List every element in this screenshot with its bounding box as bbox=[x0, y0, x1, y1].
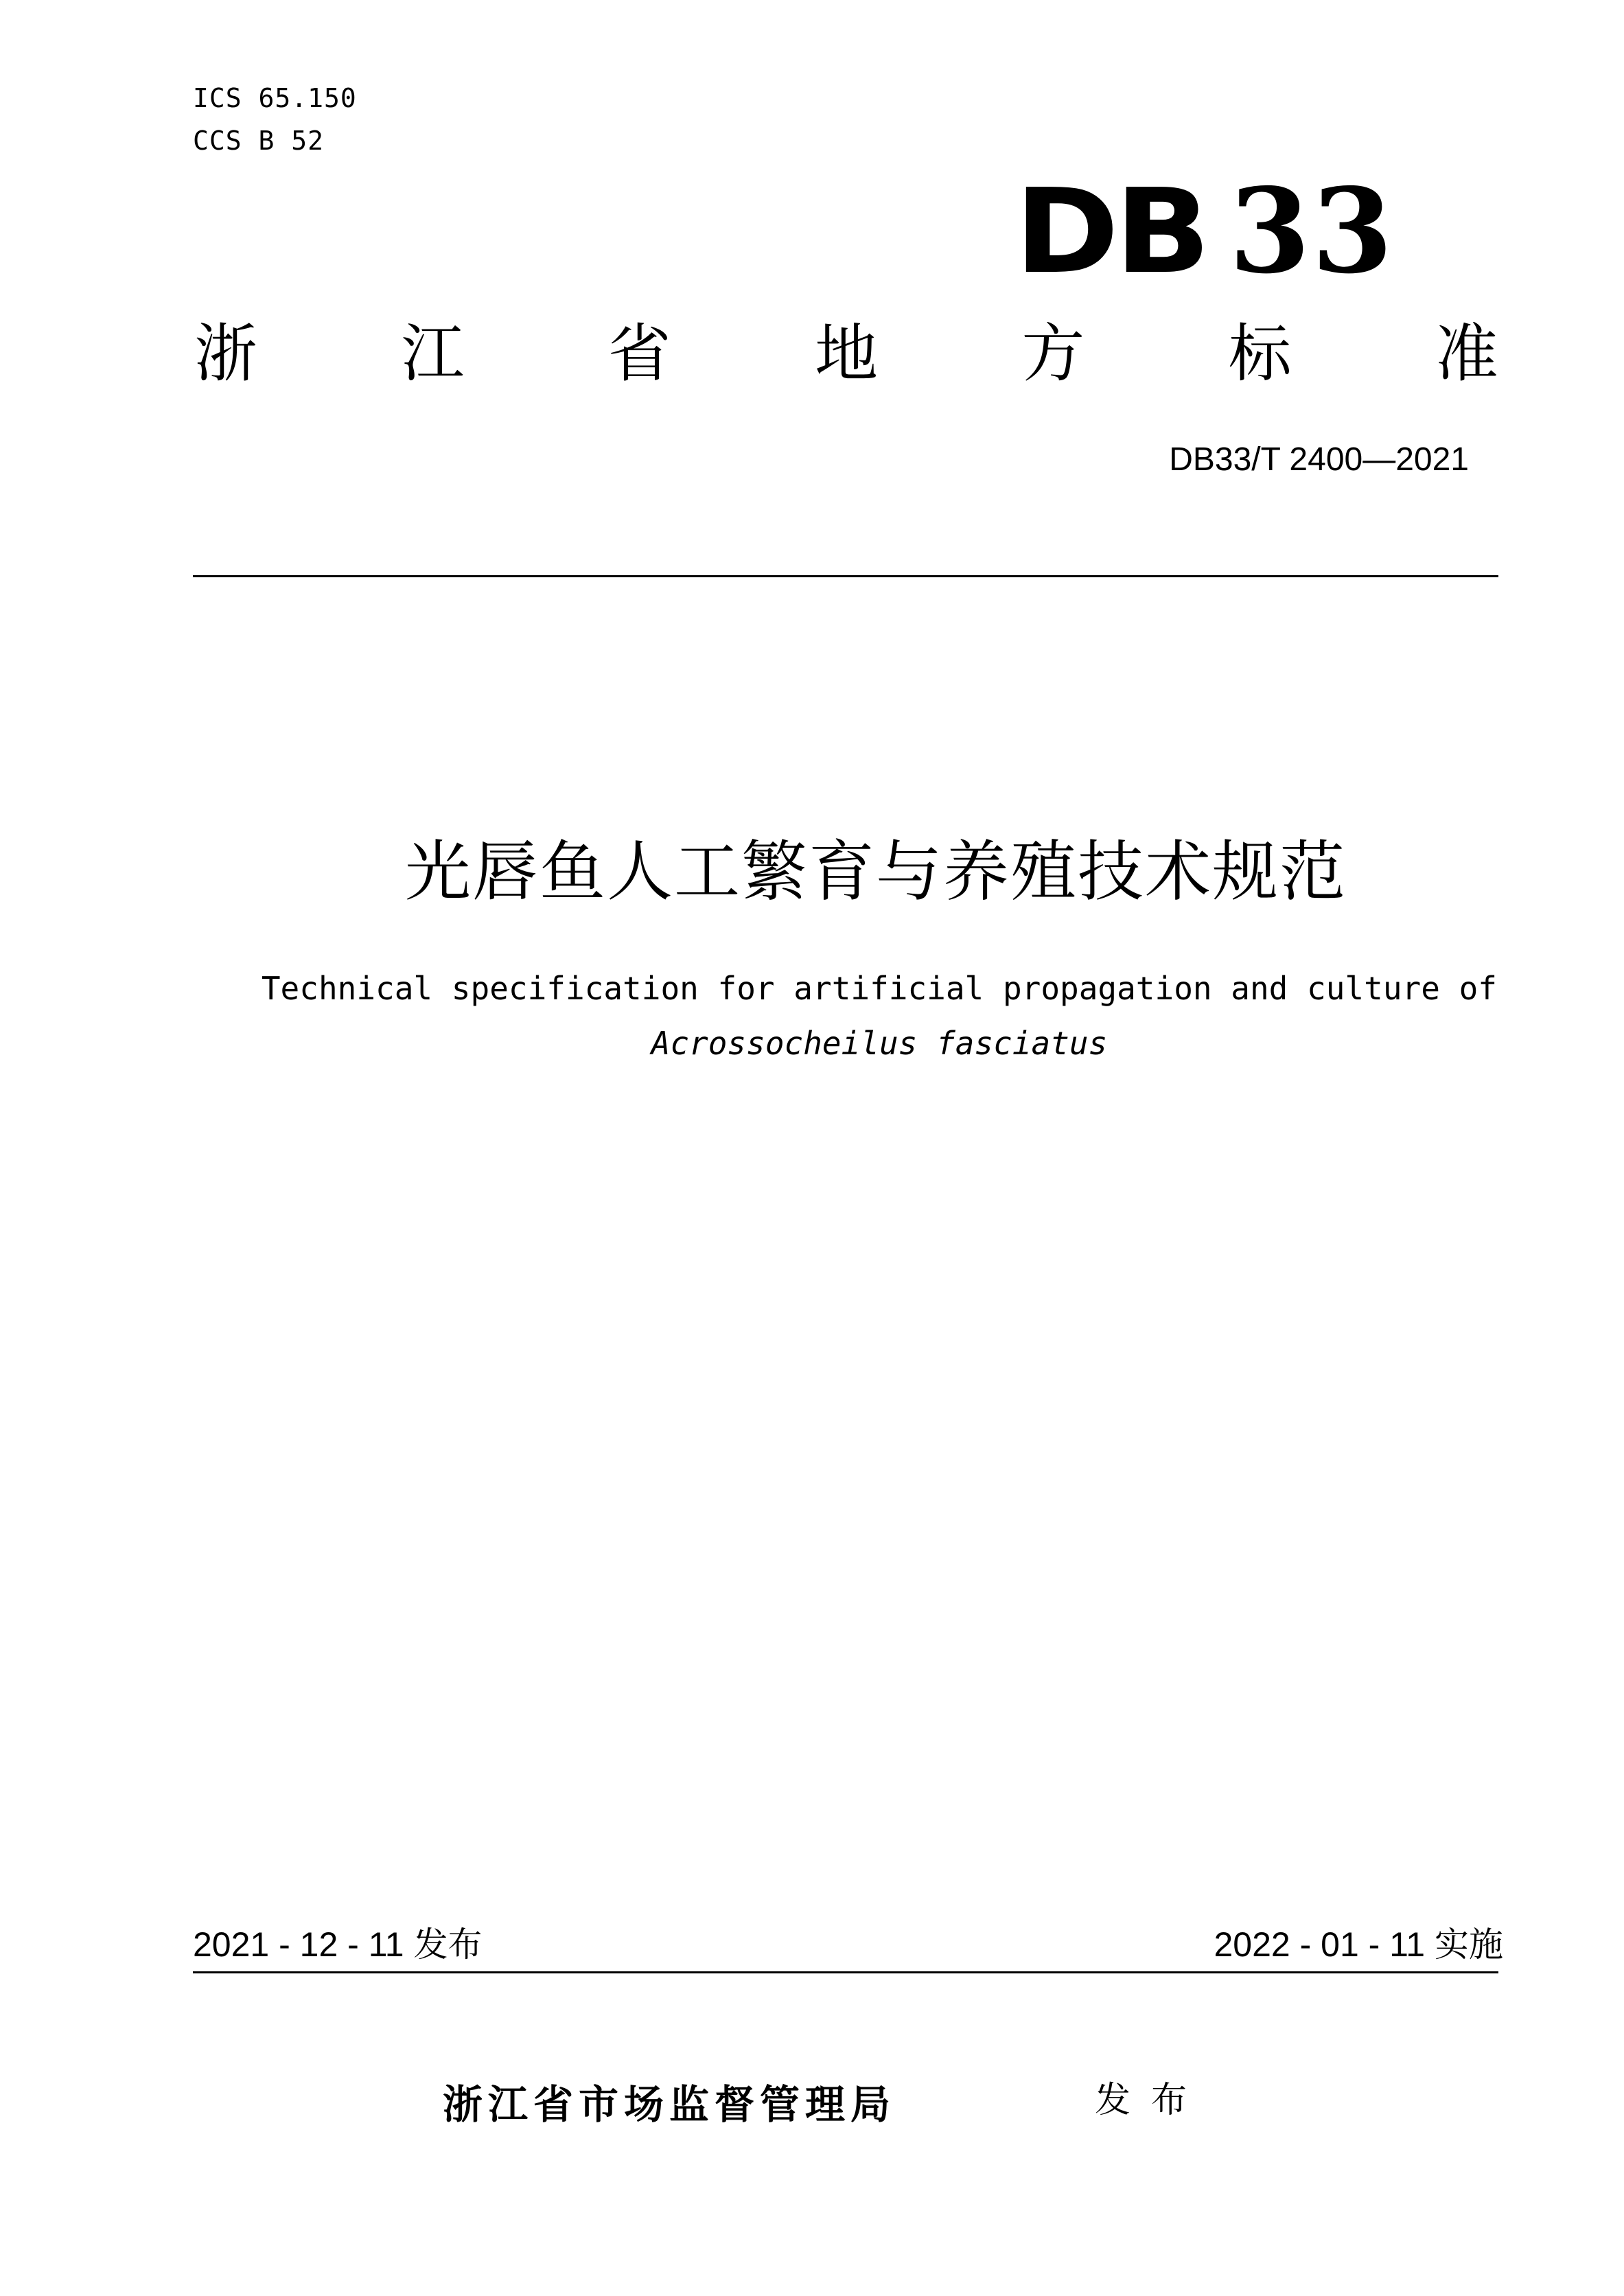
document-title-scientific-name: Acrossocheilus fasciatus bbox=[651, 1025, 1108, 1062]
document-title-chinese: 光唇鱼人工繁育与养殖技术规范 bbox=[405, 833, 1347, 910]
implementation-date-value: 2022 - 01 - 11 bbox=[1214, 1925, 1426, 1964]
logo-letters: DB bbox=[1014, 164, 1207, 300]
issue-date-label: 发布 bbox=[413, 1925, 483, 1964]
ics-code: ICS 65.150 bbox=[193, 83, 357, 113]
standard-type-char: 标 bbox=[1228, 317, 1292, 391]
ccs-code: CCS B 52 bbox=[193, 126, 325, 156]
issue-date bbox=[193, 1922, 483, 1967]
standard-type-heading bbox=[194, 313, 1498, 395]
publisher-action: 发布 bbox=[1095, 2080, 1208, 2121]
publisher-name: 浙江省市场监督管理局 bbox=[443, 2081, 896, 2128]
bottom-divider bbox=[193, 1971, 1498, 1973]
implementation-date bbox=[1214, 1922, 1503, 1967]
implementation-date-label: 实施 bbox=[1435, 1925, 1503, 1964]
standard-type-char: 方 bbox=[1021, 317, 1085, 391]
top-divider bbox=[193, 575, 1498, 577]
document-title-english: Technical specification for artificial propagation and culture of bbox=[261, 970, 1497, 1007]
db33-logo bbox=[1014, 163, 1395, 300]
standard-type-char: 浙 bbox=[194, 317, 258, 391]
standard-type-char: 江 bbox=[401, 317, 465, 391]
issue-date-value: 2021 - 12 - 11 bbox=[193, 1925, 404, 1964]
standard-type-char: 准 bbox=[1435, 317, 1498, 391]
standard-number: DB33/T 2400—2021 bbox=[1169, 441, 1469, 478]
standard-type-char: 地 bbox=[814, 317, 878, 391]
standard-type-char: 省 bbox=[607, 317, 671, 391]
logo-number: 33 bbox=[1229, 163, 1395, 300]
